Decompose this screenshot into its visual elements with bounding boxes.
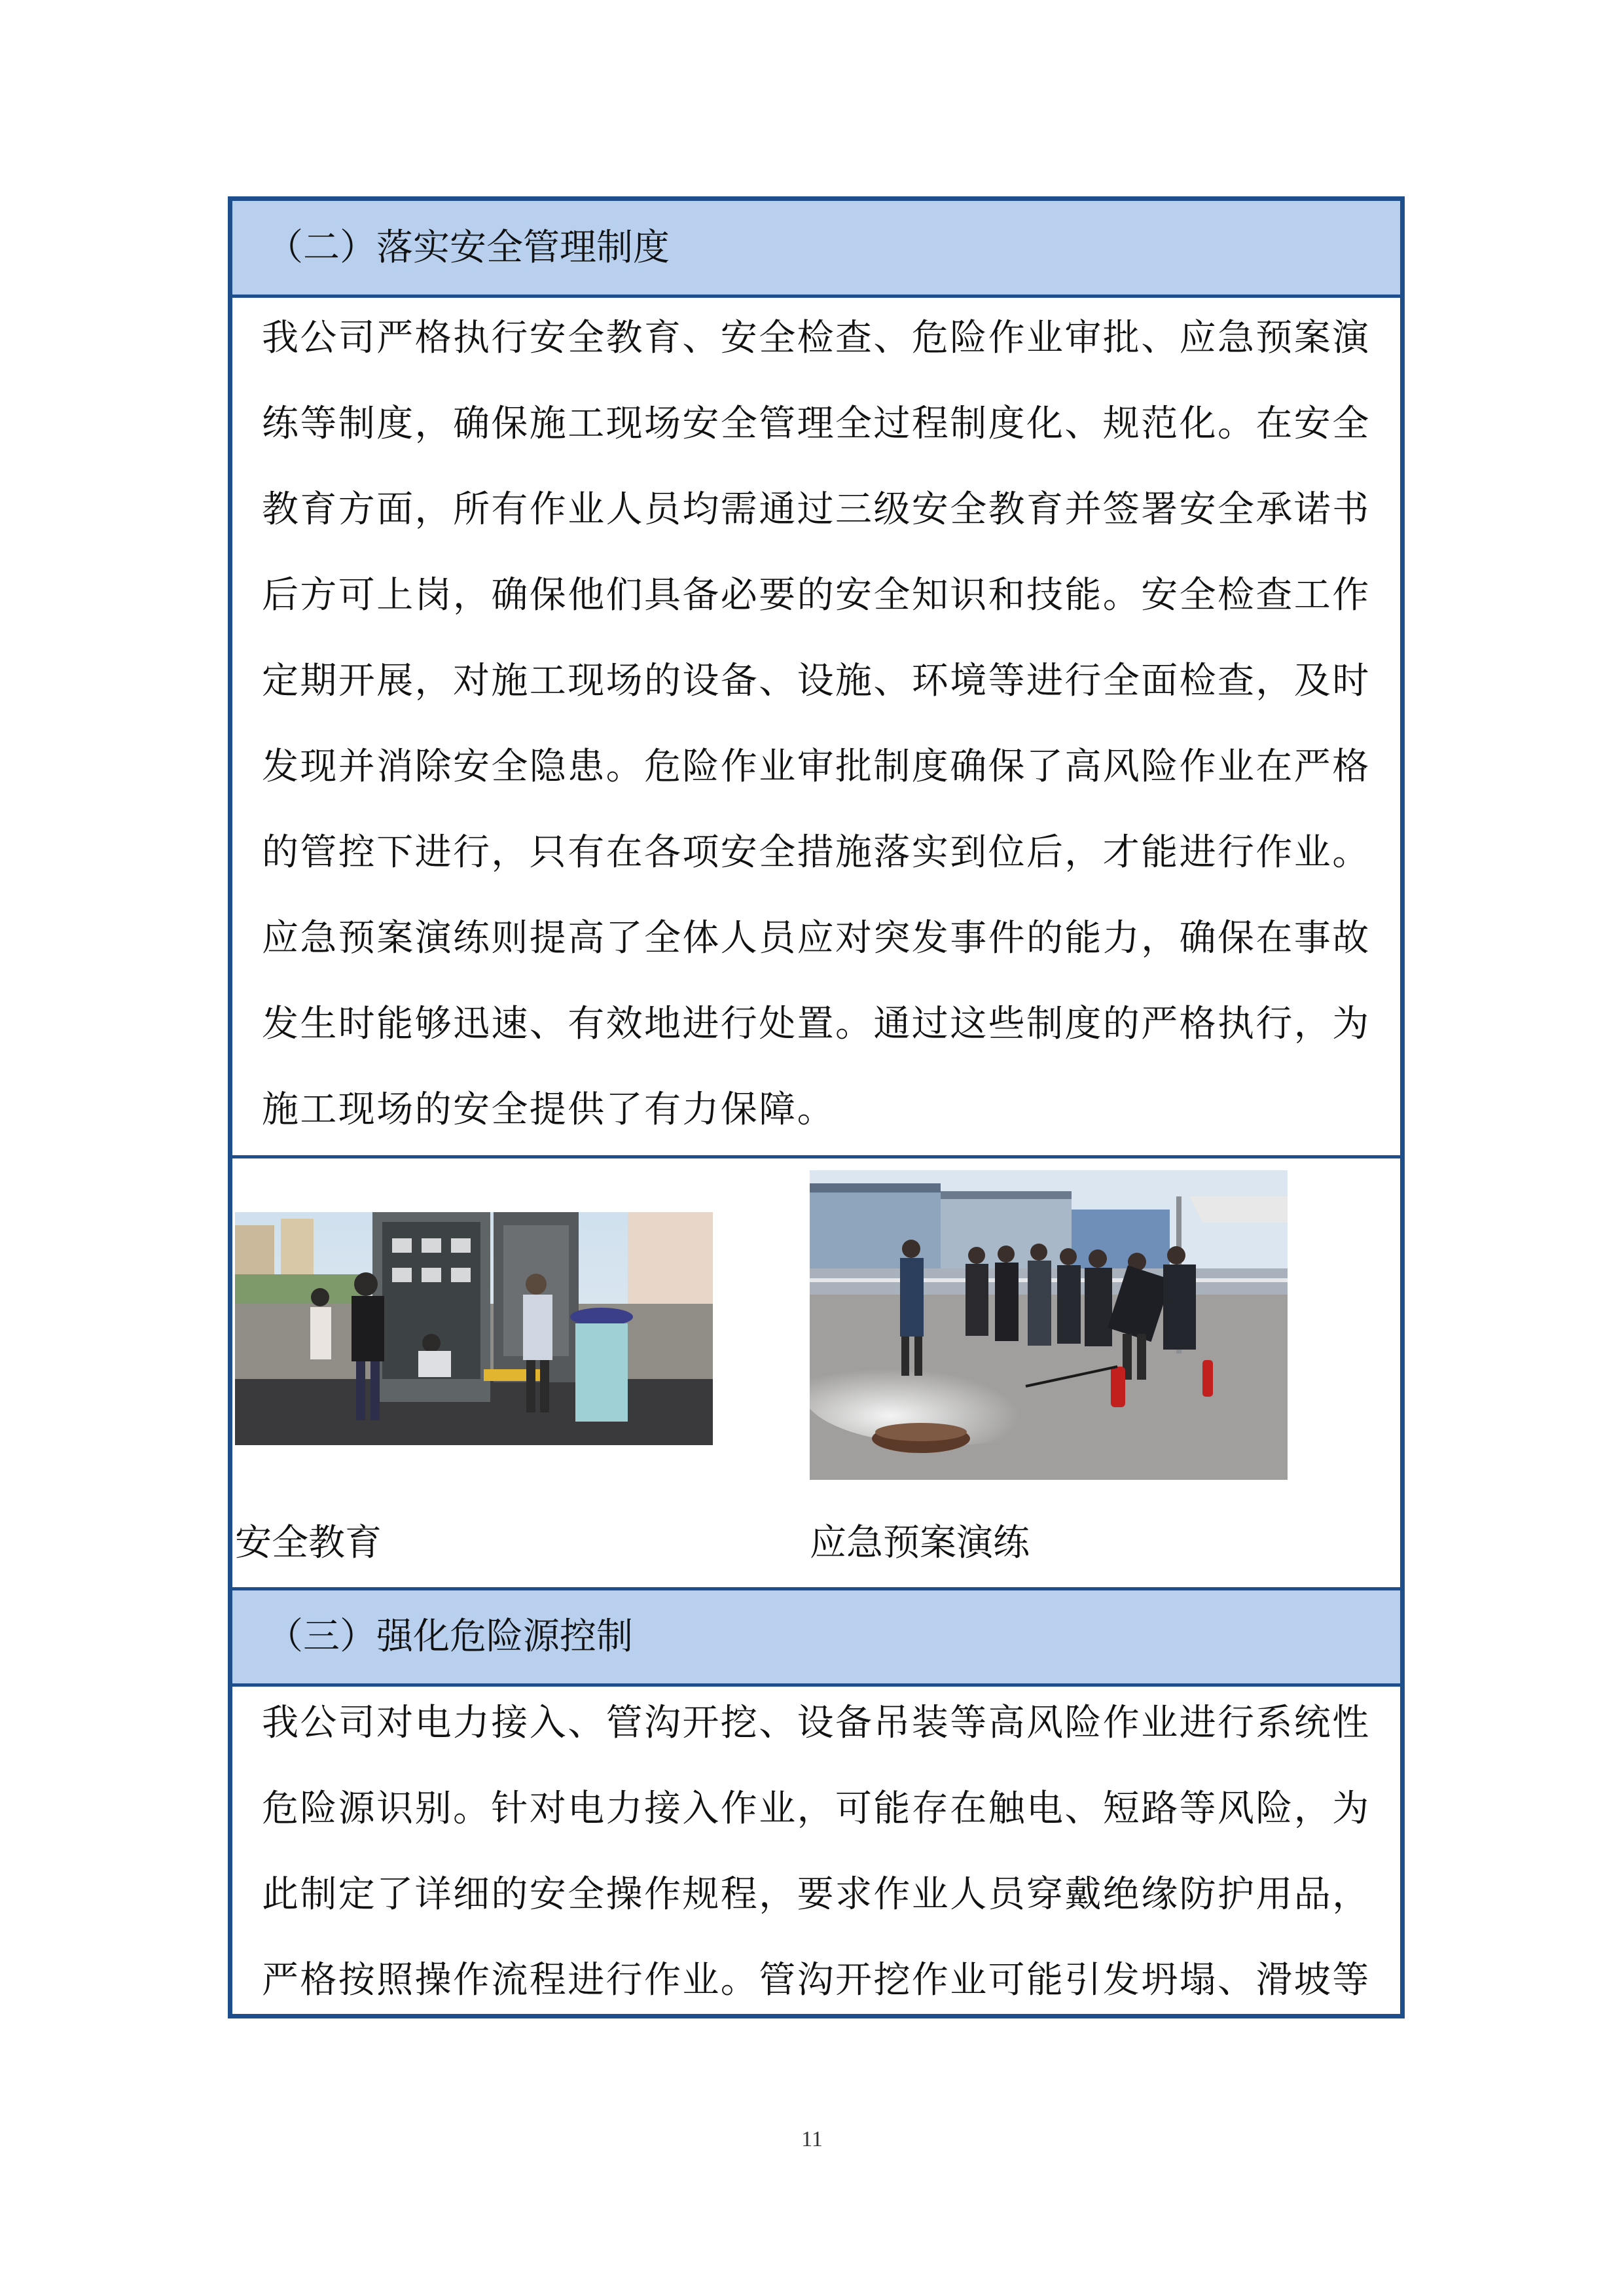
paragraph-line: 练等制度，确保施工现场安全管理全过程制度化、规范化。在安全 [262, 403, 1371, 445]
paragraph-line: 危险源识别。针对电力接入作业，可能存在触电、短路等风险，为 [262, 1787, 1371, 1830]
emergency-drill-image [810, 1170, 1288, 1480]
section-heading-2 [232, 201, 1400, 298]
photo-caption-emergency-drill: 应急预案演练 [810, 1522, 1030, 1564]
paragraph-line: 发现并消除安全隐患。危险作业审批制度确保了高风险作业在严格 [262, 745, 1371, 788]
photo-row [232, 1155, 1400, 1587]
paragraph-line: 此制定了详细的安全操作规程，要求作业人员穿戴绝缘防护用品， [262, 1873, 1371, 1916]
paragraph-line: 严格按照操作流程进行作业。管沟开挖作业可能引发坍塌、滑坡等 [262, 1959, 1371, 2001]
content-table [228, 196, 1405, 2018]
section-heading-3-text: （三）强化危险源控制 [266, 1615, 633, 1658]
section-heading-2-text: （二）落实安全管理制度 [266, 226, 670, 269]
emergency-drill-photo [810, 1170, 1288, 1480]
paragraph-line: 应急预案演练则提高了全体人员应对突发事件的能力，确保在事故 [262, 917, 1371, 960]
paragraph-line: 施工现场的安全提供了有力保障。 [262, 1088, 835, 1131]
page-number: 11 [801, 2127, 823, 2151]
paragraph-line: 我公司严格执行安全教育、安全检查、危险作业审批、应急预案演 [262, 317, 1371, 359]
safety-education-image [235, 1212, 713, 1445]
paragraph-line: 定期开展，对施工现场的设备、设施、环境等进行全面检查，及时 [262, 660, 1371, 702]
paragraph-line: 教育方面，所有作业人员均需通过三级安全教育并签署安全承诺书 [262, 488, 1371, 531]
photo-caption-safety-education: 安全教育 [235, 1522, 382, 1564]
safety-education-photo [235, 1212, 713, 1445]
section-heading-3 [232, 1587, 1400, 1687]
section-2-body [232, 298, 1400, 1155]
paragraph-line: 后方可上岗，确保他们具备必要的安全知识和技能。安全检查工作 [262, 574, 1371, 617]
section-3-body [232, 1687, 1400, 2014]
paragraph-line: 发生时能够迅速、有效地进行处置。通过这些制度的严格执行，为 [262, 1003, 1371, 1045]
paragraph-line: 的管控下进行，只有在各项安全措施落实到位后，才能进行作业。 [262, 831, 1371, 874]
paragraph-line: 我公司对电力接入、管沟开挖、设备吊装等高风险作业进行系统性 [262, 1702, 1371, 1744]
